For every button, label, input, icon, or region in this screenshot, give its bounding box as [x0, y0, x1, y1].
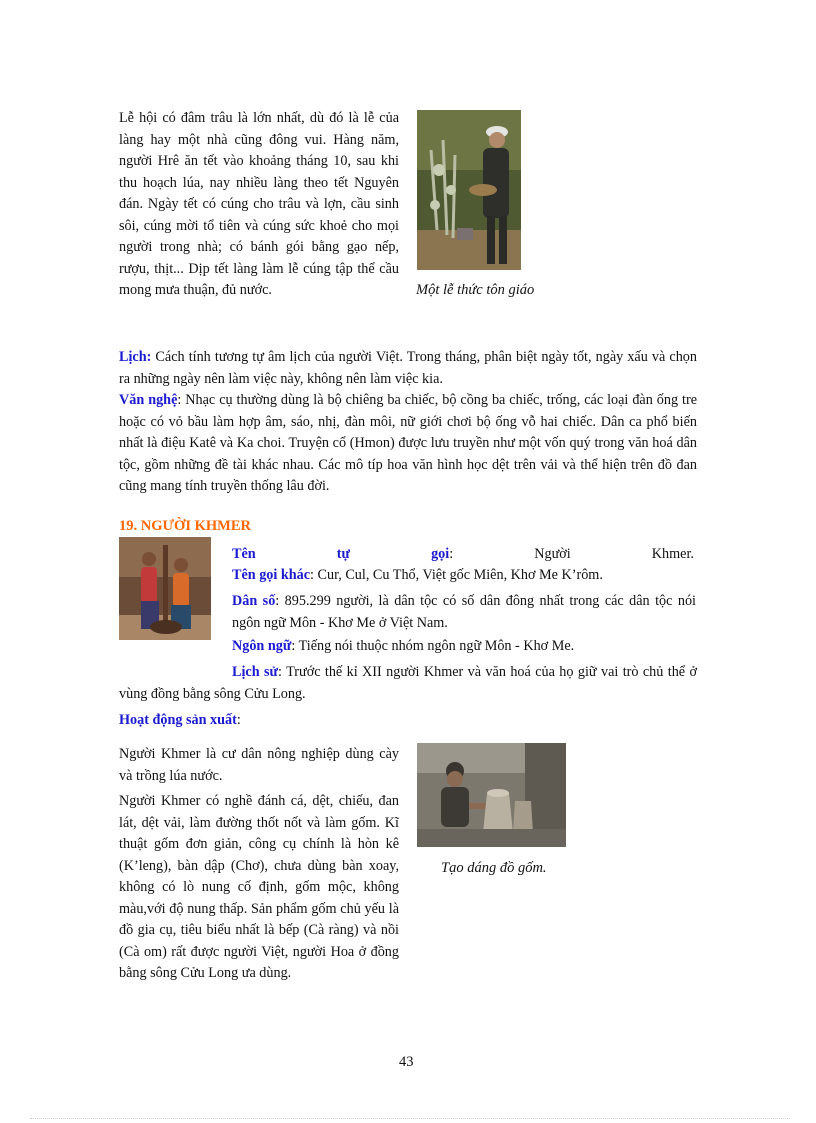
lich-text: Cách tính tương tự âm lịch của người Việt. Trong tháng, phân biệt ngày tốt, ngày xấu và chọn ra những ngày nên làm việc này, không nên làm việc kia.: [119, 349, 697, 387]
page-number: 43: [399, 1054, 414, 1070]
photo-khmer-women: [119, 537, 211, 640]
photo1-caption: Một lễ thức tôn giáo: [416, 282, 535, 298]
ten-goi-khac-text: : Cur, Cul, Cu Thổ, Việt gốc Miên, Khơ Me K’rôm.: [310, 567, 603, 583]
van-nghe-label: Văn nghệ: [119, 392, 178, 408]
photo-pottery-making: [417, 743, 566, 847]
ten-tu-goi-word-2: tự: [336, 546, 350, 562]
ten-tu-goi-value-2: Khmer.: [651, 546, 694, 562]
intro-paragraph: Lễ hội có đâm trâu là lớn nhất, dù đó là lễ của làng hay một nhà cũng đông vui. Hàng năm, người Hrê ăn tết vào khoảng tháng 10, sau khi thu hoạch lúa, nay nhiều làng theo tết Nguyên đán. Ngày tết có cúng cho trâu và lợn, cầu sinh sôi, cúng mời tổ tiên và cúng sức khoẻ cho mọi người trong nhà; có bánh gói bằng gạo nếp, rượu, thịt... Dịp tết làng làm lễ cúng tập thể cầu mong mưa thuận, đủ nước.: [119, 110, 399, 298]
van-nghe-paragraph: [119, 390, 697, 498]
ngon-ngu-text: : Tiếng nói thuộc nhóm ngôn ngữ Môn - Khơ Me.: [291, 638, 575, 654]
ten-tu-goi-line: [232, 544, 694, 566]
ten-goi-khac-label: Tên gọi khác: [232, 567, 311, 583]
photo3-caption: Tạo dáng đồ gốm.: [441, 860, 547, 876]
lich-su-label: Lịch sử: [232, 664, 279, 680]
lich-label: Lịch:: [119, 349, 152, 365]
ngon-ngu-label: Ngôn ngữ: [232, 638, 292, 654]
lich-su-paragraph: [119, 662, 697, 705]
photo-religious-ritual: [417, 110, 521, 270]
hoat-dong-heading: [119, 710, 241, 732]
ten-tu-goi-colon: :: [449, 546, 454, 562]
van-nghe-text: : Nhạc cụ thường dùng là bộ chiêng ba chiếc, bộ cồng ba chiếc, trống, các loại đàn ống tre hoặc có vỏ bầu làm hợp âm, sáo, nhị, đàn môi, nữ giới chơi bộ ống vỗ hai chiếc. Dân ca phổ biến nhất là điệu Katê và Ka choi. Truyện cổ (Hmon) được lưu truyền như một vốn quý trong văn hoá dân tộc, gồm những đề tài khác nhau. Các mô típ hoa văn hình học dệt trên vải và thể hiện trên đồ đan cũng mang tính truyền thống lâu đời.: [119, 392, 697, 494]
lich-paragraph: [119, 347, 697, 390]
dan-so-label: Dân số: [232, 593, 276, 609]
footer-divider: [30, 1118, 790, 1119]
lich-su-text: : Trước thế kỉ XII người Khmer và văn hoá của họ giữ vai trò chủ thể ở vùng đồng bằng sông Cửu Long.: [119, 664, 697, 702]
ten-tu-goi-word-1: Tên: [232, 546, 256, 562]
hoat-dong-colon: :: [236, 712, 241, 728]
ten-tu-goi-value-1: Người: [534, 546, 571, 562]
khmer-agriculture-paragraph: Người Khmer là cư dân nông nghiệp dùng cày và trồng lúa nước.: [119, 746, 399, 784]
section-heading: 19. NGƯỜI KHMER: [119, 518, 251, 534]
dan-so-text: : 895.299 người, là dân tộc có số dân đông nhất trong các dân tộc nói ngôn ngữ Môn - Khơ Me ở Việt Nam.: [232, 593, 696, 631]
ten-goi-khac-line: [232, 565, 702, 587]
hoat-dong-label: Hoạt động sản xuất: [119, 712, 237, 728]
ten-tu-goi-word-3: gọi: [431, 546, 450, 562]
khmer-crafts-paragraph: Người Khmer có nghề đánh cá, dệt, chiếu, đan lát, dệt vải, làm đường thốt nốt và làm gốm. Kĩ thuật gốm đơn giản, công cụ chính là hòn kê (K’leng), bàn dập (Chơ), chưa dùng bàn xoay, không có lò nung cố định, gốm mộc, không màu,với độ nung thấp. Sản phẩm gốm chủ yếu là đồ gia cụ, tiêu biểu nhất là bếp (Cà ràng) và nồi (Cà om) rất được người Việt, người Hoa ở đồng bằng sông Cửu Long ưa dùng.: [119, 793, 399, 981]
ngon-ngu-line: [232, 636, 696, 658]
dan-so-paragraph: [232, 591, 696, 634]
